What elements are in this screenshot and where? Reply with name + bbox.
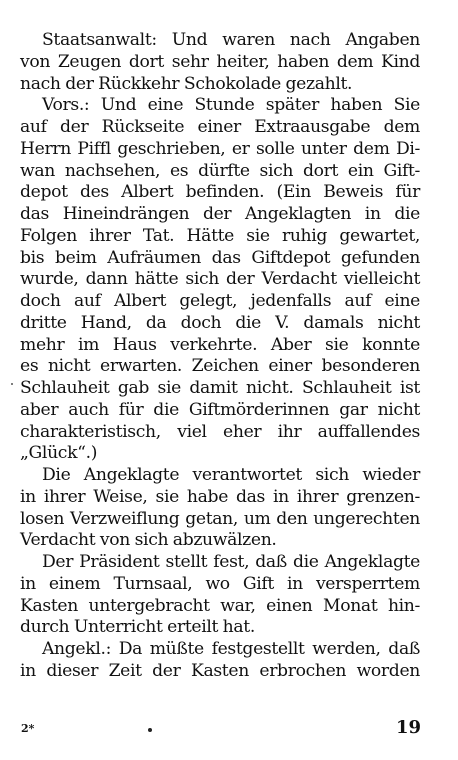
stray-ink-dot	[11, 383, 13, 385]
text-line: in einem Turnsaal, wo Gift in versperrtem	[20, 573, 420, 594]
footer-dot	[148, 728, 152, 732]
text-line: in ihrer Weise, sie habe das in ihrer grenzen-	[20, 486, 420, 507]
text-line: wan nachsehen, es dürfte sich dort ein Gift-	[20, 160, 420, 181]
text-line: Schlauheit gab sie damit nicht. Schlauheit ist	[20, 378, 420, 398]
text-line: charakteristisch, viel eher ihr auffallendes	[20, 421, 420, 442]
body-text	[20, 30, 420, 683]
text-line: Der Präsident stellt fest, daß die Angeklagte	[42, 552, 420, 572]
text-line: bis beim Aufräumen das Giftdepot gefunden	[20, 247, 420, 268]
text-line: Folgen ihrer Tat. Hätte sie ruhig gewartet,	[20, 225, 420, 246]
text-line: aber auch für die Giftmörderinnen gar nicht	[20, 399, 420, 420]
signature-mark: 2*	[21, 722, 35, 735]
text-line: dritte Hand, da doch die V. damals nicht	[20, 312, 420, 333]
page-number: 19	[396, 717, 422, 738]
text-line: durch Unterricht erteilt hat.	[20, 617, 255, 638]
text-line: mehr im Haus verkehrte. Aber sie konnte	[20, 334, 420, 355]
text-line: depot des Albert befinden. (Ein Beweis für	[20, 182, 420, 203]
text-line: das Hineindrängen der Angeklagten in die	[20, 204, 420, 224]
text-line: es nicht erwarten. Zeichen einer besonderen	[20, 356, 420, 377]
text-line: doch auf Albert gelegt, jedenfalls auf eine	[20, 291, 420, 311]
text-line: wurde, dann hätte sich der Verdacht vielleicht	[20, 269, 420, 290]
text-line: Herrn Piffl geschrieben, er solle unter dem Di-	[20, 138, 420, 159]
text-line: in dieser Zeit der Kasten erbrochen worden	[20, 660, 420, 681]
text-line: „Glück“.)	[20, 443, 98, 464]
text-line: Vors.: Und eine Stunde später haben Sie	[42, 95, 420, 116]
text-line: Kasten untergebracht war, einen Monat hin-	[20, 595, 420, 616]
text-line: nach der Rückkehr Schokolade gezahlt.	[20, 73, 353, 94]
text-line: von Zeugen dort sehr heiter, haben dem Kind	[20, 51, 420, 72]
text-line: Die Angeklagte verantwortet sich wieder	[42, 465, 420, 485]
text-line: auf der Rückseite einer Extraausgabe dem	[20, 117, 420, 137]
text-line: Verdacht von sich abzuwälzen.	[20, 530, 277, 551]
text-line: Staatsanwalt: Und waren nach Angaben	[42, 30, 420, 50]
text-line: Angekl.: Da müßte festgestellt werden, daß	[42, 639, 420, 659]
text-line: losen Verzweiflung getan, um den ungerechten	[20, 508, 420, 529]
